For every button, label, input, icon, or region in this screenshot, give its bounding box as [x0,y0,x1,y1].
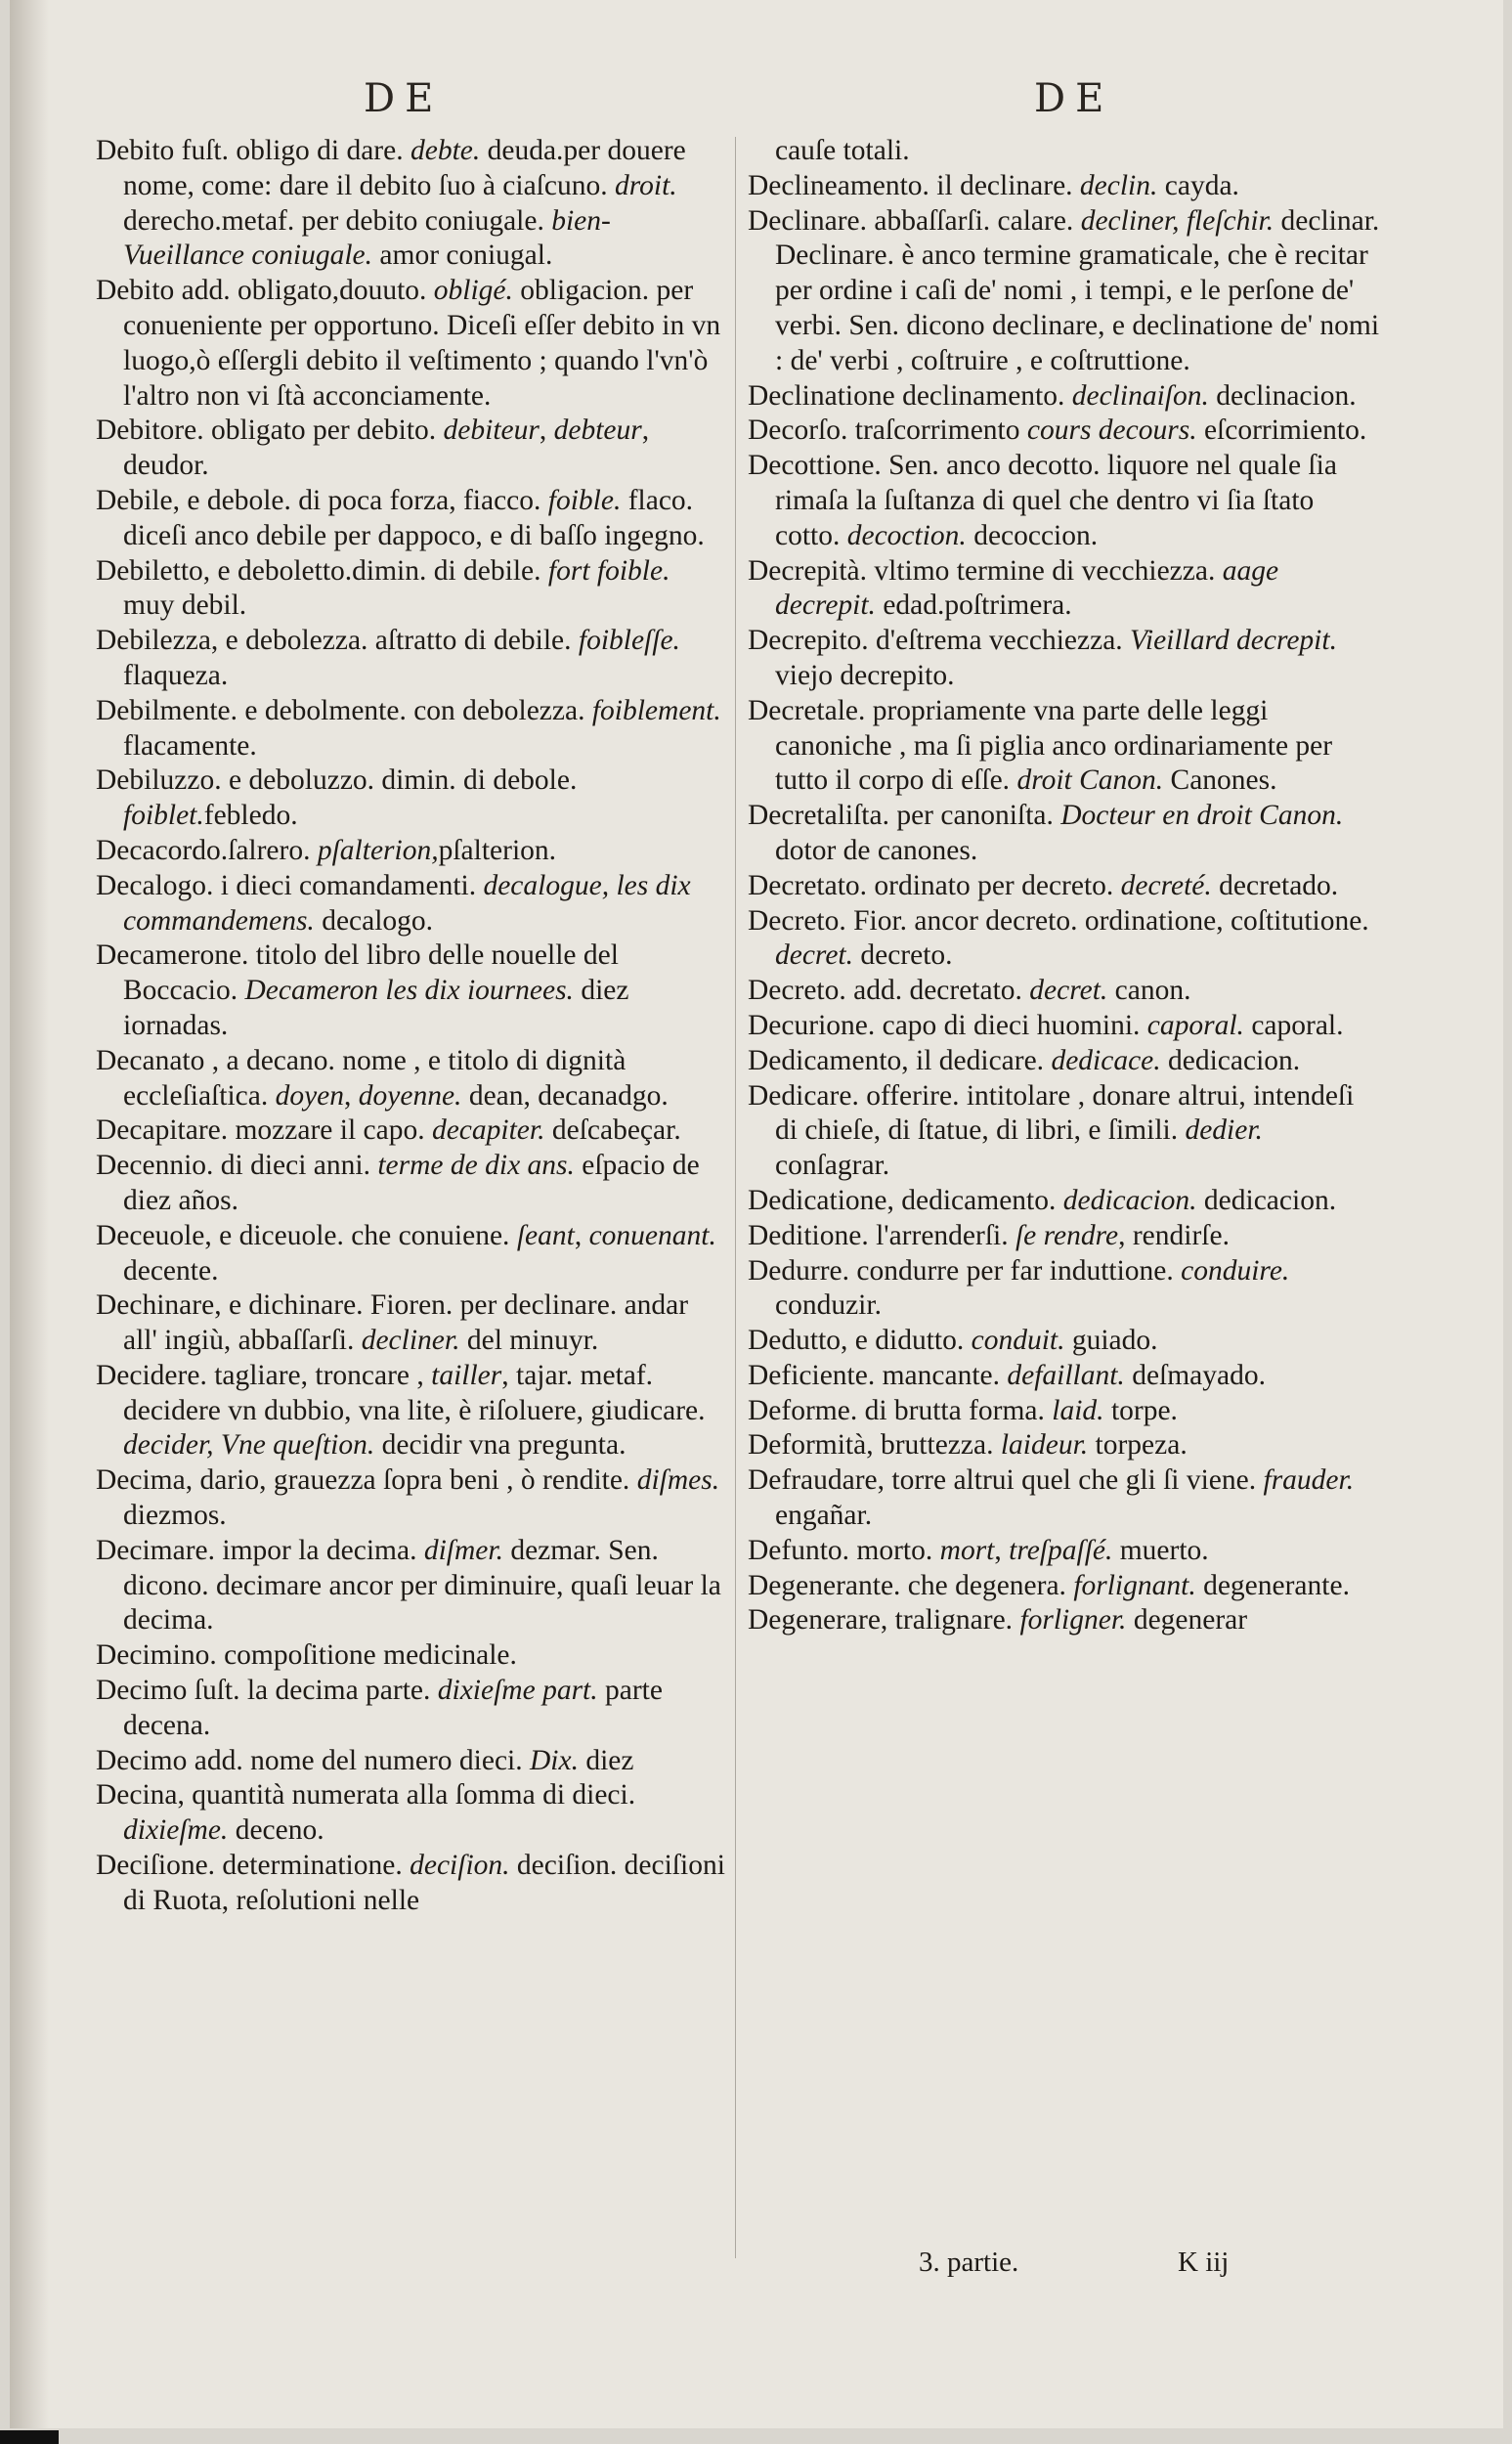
entry-text: Decretale. propriamente vna parte delle leggi canoniche , ma ſi piglia anco ordinariamente per tutto il corpo di eſſe. [748,694,1333,797]
french-equivalent: decliner, fleſchir. [1080,204,1274,237]
entry-text: deceno. [228,1814,324,1847]
running-head-left: DE [364,76,444,121]
dictionary-entry [96,1359,726,1463]
dictionary-entry [748,1359,1383,1394]
entry-text: flaco. diceſi anco debile per dappoco, e di baſſo ingegno. [123,484,705,551]
entry-text: Debiletto, e deboletto.dimin. di debile. [96,554,548,587]
entry-text: Decanato , a decano. nome , e titolo di dignità eccleſiaſtica. [96,1044,626,1112]
french-equivalent: foible. [547,484,622,516]
french-equivalent: declin. [1079,169,1158,201]
entry-text: Decapitare. mozzare il capo. [96,1114,432,1147]
entry-text: Decina, quantità numerata alla ſomma di dieci. [96,1779,636,1811]
french-equivalent: decider, Vne queſtion. [123,1429,375,1462]
entry-text: guiado. [1064,1325,1158,1357]
french-equivalent: ſe rendre [1015,1219,1119,1251]
french-equivalent: obligé. [433,275,513,307]
entry-text: degenerante. [1195,1569,1350,1601]
french-equivalent: bien-Vueillance coniugale. [123,204,611,272]
entry-text: decoccion. [966,519,1099,551]
entry-text: diez iornadas. [123,975,629,1041]
french-equivalent: dedicace. [1051,1044,1161,1076]
entry-text: Decrepità. vltimo termine di vecchiezza. [748,554,1223,587]
entry-text: parte decena. [123,1675,663,1741]
dictionary-entry [748,204,1383,379]
french-equivalent: droit Canon. [1016,764,1164,797]
entry-text: Defunto. morto. [748,1534,940,1566]
entry-text: Debiluzzo. e deboluzzo. dimin. di debole. [96,764,578,797]
dictionary-entry [96,484,726,554]
french-equivalent: declinaiſon. [1071,379,1209,412]
french-equivalent: Dix. [530,1744,579,1776]
french-equivalent: ſeant [516,1219,575,1251]
entry-text: Dechinare, e dichinare. Fioren. per declinare. andar all' ingiù, abbaſſarſi. [96,1289,689,1357]
french-equivalent: diſmer. [423,1534,503,1566]
dictionary-entry [96,1849,726,1919]
right-column [748,134,1383,1638]
dictionary-entry [748,1009,1383,1044]
dictionary-entry [748,1394,1383,1429]
dictionary-entry [748,1219,1383,1254]
entry-text: Dedicamento, il dedicare. [748,1044,1052,1076]
dictionary-entry [748,1079,1383,1184]
dictionary-entry [748,694,1383,799]
french-equivalent: doyenne. [358,1079,462,1112]
entry-text: febledo. [203,800,298,832]
dictionary-entry [748,1463,1383,1534]
french-equivalent: foibleſſe. [578,625,680,657]
entry-text: edad.poſtrimera. [875,589,1072,622]
entry-text: Decorſo. traſcorrimento [748,415,1027,447]
french-equivalent: conduit. [971,1325,1065,1357]
entry-text: decretado. [1211,869,1339,901]
entry-text: diezmos. [123,1500,227,1532]
french-equivalent: laid. [1052,1394,1104,1426]
french-equivalent: conuenant. [588,1219,716,1251]
entry-text: Decrepito. d'eſtrema vecchiezza. [748,625,1131,657]
entry-text: , tajar. metaf. decidere vn dubbio, vna lite, è riſoluere, giudicare. [123,1359,706,1426]
dictionary-entry [748,449,1383,553]
dictionary-entry [96,938,726,1043]
entry-text: decalogo. [314,904,434,937]
dictionary-entry [96,1534,726,1638]
french-equivalent: tailler [431,1359,502,1391]
french-equivalent: forligner. [1019,1604,1127,1637]
dictionary-entry [748,1603,1383,1638]
dictionary-entry [96,1463,726,1534]
entry-text: , [539,415,554,447]
dictionary-entry [748,414,1383,449]
dictionary-entry [96,1044,726,1114]
dictionary-entry [96,1149,726,1219]
entry-text: , [574,1219,589,1251]
entry-text: Declinatione declinamento. [748,379,1072,412]
french-equivalent: decliner. [361,1325,460,1357]
dictionary-page [10,0,1503,2428]
entry-text: Degenerante. che degenera. [748,1569,1074,1601]
french-equivalent: Decameron les dix iournees. [244,975,574,1007]
entry-text: Dedurre. condurre per far induttione. [748,1254,1182,1287]
dictionary-entry [96,694,726,764]
entry-text: Debito add. obligato,douuto. [96,275,434,307]
french-equivalent: cours decours. [1026,415,1197,447]
entry-text: degenerar [1126,1604,1248,1637]
french-equivalent: doyen [275,1079,345,1112]
running-head-right: DE [1034,76,1114,121]
french-equivalent: frauder. [1263,1464,1355,1497]
french-equivalent: aage decrepit. [775,554,1279,622]
entry-text: eſcorrimiento. [1196,415,1367,447]
entry-text: Decalogo. i dieci comandamenti. [96,869,484,901]
dictionary-entry [748,624,1383,694]
entry-text: torpe. [1103,1394,1178,1426]
entry-text: Debitore. obligato per debito. [96,415,444,447]
column-divider [735,137,736,2258]
entry-text: deciſion. deciſioni di Ruota, reſolutioni nelle [123,1850,725,1916]
entry-text: derecho.metaf. per debito coniugale. [123,204,552,237]
entry-text: muy debil. [123,589,247,622]
entry-text: deuda.per douere nome, come: dare il debito ſuo à ciaſcuno. [123,135,686,201]
entry-text: Dedutto, e didutto. [748,1325,972,1357]
entry-text: dedicacion. [1160,1044,1301,1076]
entry-text: muerto. [1112,1534,1209,1566]
entry-text: Deditione. l'arrenderſi. [748,1219,1015,1251]
french-equivalent: defaillant. [1007,1359,1125,1391]
entry-text: , deudor. [123,415,650,482]
dictionary-entry [96,764,726,834]
entry-text: Debilezza, e debolezza. aſtratto di debile. [96,625,579,657]
dictionary-entry [96,1744,726,1779]
entry-text: Decacordo.ſalrero. [96,834,318,866]
dictionary-entry [96,1638,726,1674]
french-equivalent: deciſion. [410,1850,510,1882]
french-equivalent: debteur [553,415,642,447]
dictionary-entry [748,1569,1383,1604]
entry-text: decreto. [853,939,953,972]
entry-text: Deficiente. mancante. [748,1359,1008,1391]
entry-text: Decimare. impor la decima. [96,1534,424,1566]
french-equivalent: laideur. [1000,1429,1089,1462]
dictionary-entry [96,1288,726,1359]
entry-text: Debile, e debole. di poca forza, fiacco. [96,484,548,516]
entry-text: conduzir. [775,1289,882,1322]
french-equivalent: terme de dix ans. [377,1150,575,1182]
entry-text: torpeza. [1088,1429,1188,1462]
left-column [96,134,726,1919]
entry-text: , rendirſe. [1118,1219,1230,1251]
entry-text: flaqueza. [123,659,229,691]
entry-text: Defraudare, torre altrui quel che gli ſi viene. [748,1464,1264,1497]
french-equivalent: conduire. [1181,1254,1290,1287]
dictionary-entry [748,1254,1383,1325]
french-equivalent: dedicacion. [1062,1184,1197,1216]
dictionary-entry [748,974,1383,1009]
french-equivalent: decreté. [1120,869,1212,901]
entry-text: decente. [123,1254,219,1287]
french-equivalent: dedier. [1185,1114,1263,1147]
dictionary-entry [748,799,1383,869]
dictionary-entry [748,869,1383,904]
entry-text: dezmar. Sen. dicono. decimare ancor per diminuire, quaſi leuar la decima. [123,1534,721,1637]
entry-text: cayda. [1157,169,1239,201]
french-equivalent: droit. [614,169,677,201]
dictionary-entry [96,554,726,625]
entry-text: Decottione. Sen. anco decotto. liquore nel quale ſia rimaſa la ſuſtanza di quel che dentro vi ſia ſtato cotto. [748,450,1337,551]
entry-text: flacamente. [123,729,257,762]
entry-text: canon. [1107,975,1191,1007]
dictionary-entry [748,169,1383,204]
entry-text: Decreto. Fior. ancor decreto. ordinatione, coſtitutione. [748,904,1369,937]
french-equivalent: decoction. [846,519,967,551]
dictionary-entry [96,834,726,869]
entry-text: Decretato. ordinato per decreto. [748,869,1121,901]
entry-text: amor coniugal. [372,240,553,272]
dictionary-entry [748,1428,1383,1463]
dictionary-entry [748,1534,1383,1569]
entry-text: Declineamento. il declinare. [748,169,1080,201]
dictionary-entry [748,379,1383,415]
entry-text: Decidere. tagliare, troncare , [96,1359,432,1391]
entry-text: viejo decrepito. [775,659,955,691]
entry-text: , [344,1079,359,1112]
french-equivalent: mort [939,1534,995,1566]
dictionary-entry [96,869,726,939]
entry-text: Decreto. add. decretato. [748,975,1030,1007]
entry-text: declinacion. [1208,379,1357,412]
dictionary-entry [748,1324,1383,1359]
dictionary-entry [748,134,1383,169]
french-equivalent: debiteur [443,415,540,447]
entry-text: obligacion. per conueniente per opportuno. Diceſi eſſer debito in vn luogo,ò eſſergli debito il veſtimento ; quando l'vn'ò l'altro non vi ſtà acconciamente. [123,275,721,412]
entry-text: Deciſione. determinatione. [96,1850,410,1882]
french-equivalent: dixieſme part. [437,1675,598,1707]
french-equivalent: diſmes. [636,1464,720,1497]
french-equivalent: dixieſme. [123,1814,229,1847]
entry-text: , [994,1534,1010,1566]
entry-text: Declinare. abbaſſarſi. calare. [748,204,1081,237]
french-equivalent: pſalterion, [317,834,439,866]
dictionary-entry [748,1044,1383,1079]
entry-text: Debilmente. e debolmente. con debolezza. [96,694,592,726]
french-equivalent: decret. [775,939,853,972]
dictionary-entry [96,134,726,274]
entry-text: dedicacion. [1196,1184,1337,1216]
entry-text: dean, decanadgo. [461,1079,669,1112]
entry-text: engañar. [775,1500,873,1532]
entry-text: Decimo ſuſt. la decima parte. [96,1675,438,1707]
french-equivalent: decalogue, les dix commandemens. [123,869,691,937]
entry-text: conſagrar. [775,1150,890,1182]
french-equivalent: caporal. [1146,1009,1244,1041]
entry-text: pſalterion. [438,834,557,866]
entry-text: Dedicare. offerire. intitolare , donare altrui, intendeſi di chieſe, di ſtatue, di libri, e ſimili. [748,1079,1355,1147]
entry-text: Decamerone. titolo del libro delle nouelle del Boccacio. [96,939,619,1007]
french-equivalent: foiblet. [123,800,204,832]
signature-mark: 3. partie. [919,2247,1019,2278]
entry-text: declinar. Declinare. è anco termine gramaticale, che è recitar per ordine i caſi de' nomi , i tempi, e le perſone de' verbi. Sen. dicono declinare, e declinatione de' nomi : de' verbi , coſtruire , e coſtruttione. [775,204,1380,376]
french-equivalent: Docteur en droit Canon. [1060,800,1344,832]
french-equivalent: foiblement. [591,694,721,726]
dictionary-entry [96,1778,726,1849]
entry-text: Decretaliſta. per canoniſta. [748,800,1061,832]
entry-text: Dedicatione, dedicamento. [748,1184,1063,1216]
entry-text: dotor de canones. [775,834,978,866]
dictionary-entry [96,1113,726,1149]
entry-text: Canones. [1163,764,1277,797]
entry-text: Decurione. capo di dieci huomini. [748,1009,1147,1041]
french-equivalent: fort foible. [547,554,670,587]
entry-text: Deformità, bruttezza. [748,1429,1001,1462]
dictionary-entry [748,904,1383,975]
french-equivalent: decret. [1029,975,1108,1007]
french-equivalent: forlignant. [1073,1569,1196,1601]
french-equivalent: treſpaſſé. [1009,1534,1113,1566]
scan-edge-bar [0,2430,59,2444]
dictionary-entry [96,624,726,694]
entry-text: Decimino. compoſitione medicinale. [96,1639,517,1672]
entry-text: Decennio. di dieci anni. [96,1150,378,1182]
entry-text: Debito fuſt. obligo di dare. [96,135,410,166]
entry-text: Decima, dario, grauezza ſopra beni , ò rendite. [96,1464,637,1497]
french-equivalent: decapiter. [431,1114,545,1147]
entry-text: cauſe totali. [775,135,910,166]
entry-text: Deforme. di brutta forma. [748,1394,1053,1426]
dictionary-entry [96,274,726,414]
entry-text: decidir vna pregunta. [374,1429,626,1462]
dictionary-entry [748,554,1383,625]
entry-text: Degenerare, tralignare. [748,1604,1020,1637]
french-equivalent: Vieillard decrepit. [1130,625,1337,657]
french-equivalent: debte. [410,135,481,166]
entry-text: deſmayado. [1124,1359,1266,1391]
dictionary-entry [748,1184,1383,1219]
entry-text: Deceuole, e diceuole. che conuiene. [96,1219,517,1251]
entry-text: diez [578,1744,634,1776]
entry-text: Decimo add. nome del numero dieci. [96,1744,530,1776]
dictionary-entry [96,1219,726,1289]
page-signature: K iij [1178,2247,1230,2278]
entry-text: eſpacio de diez años. [123,1150,700,1216]
dictionary-entry [96,1674,726,1744]
dictionary-entry [96,414,726,484]
entry-text: caporal. [1243,1009,1344,1041]
entry-text: deſcabeçar. [544,1114,681,1147]
entry-text: del minuyr. [459,1325,599,1357]
